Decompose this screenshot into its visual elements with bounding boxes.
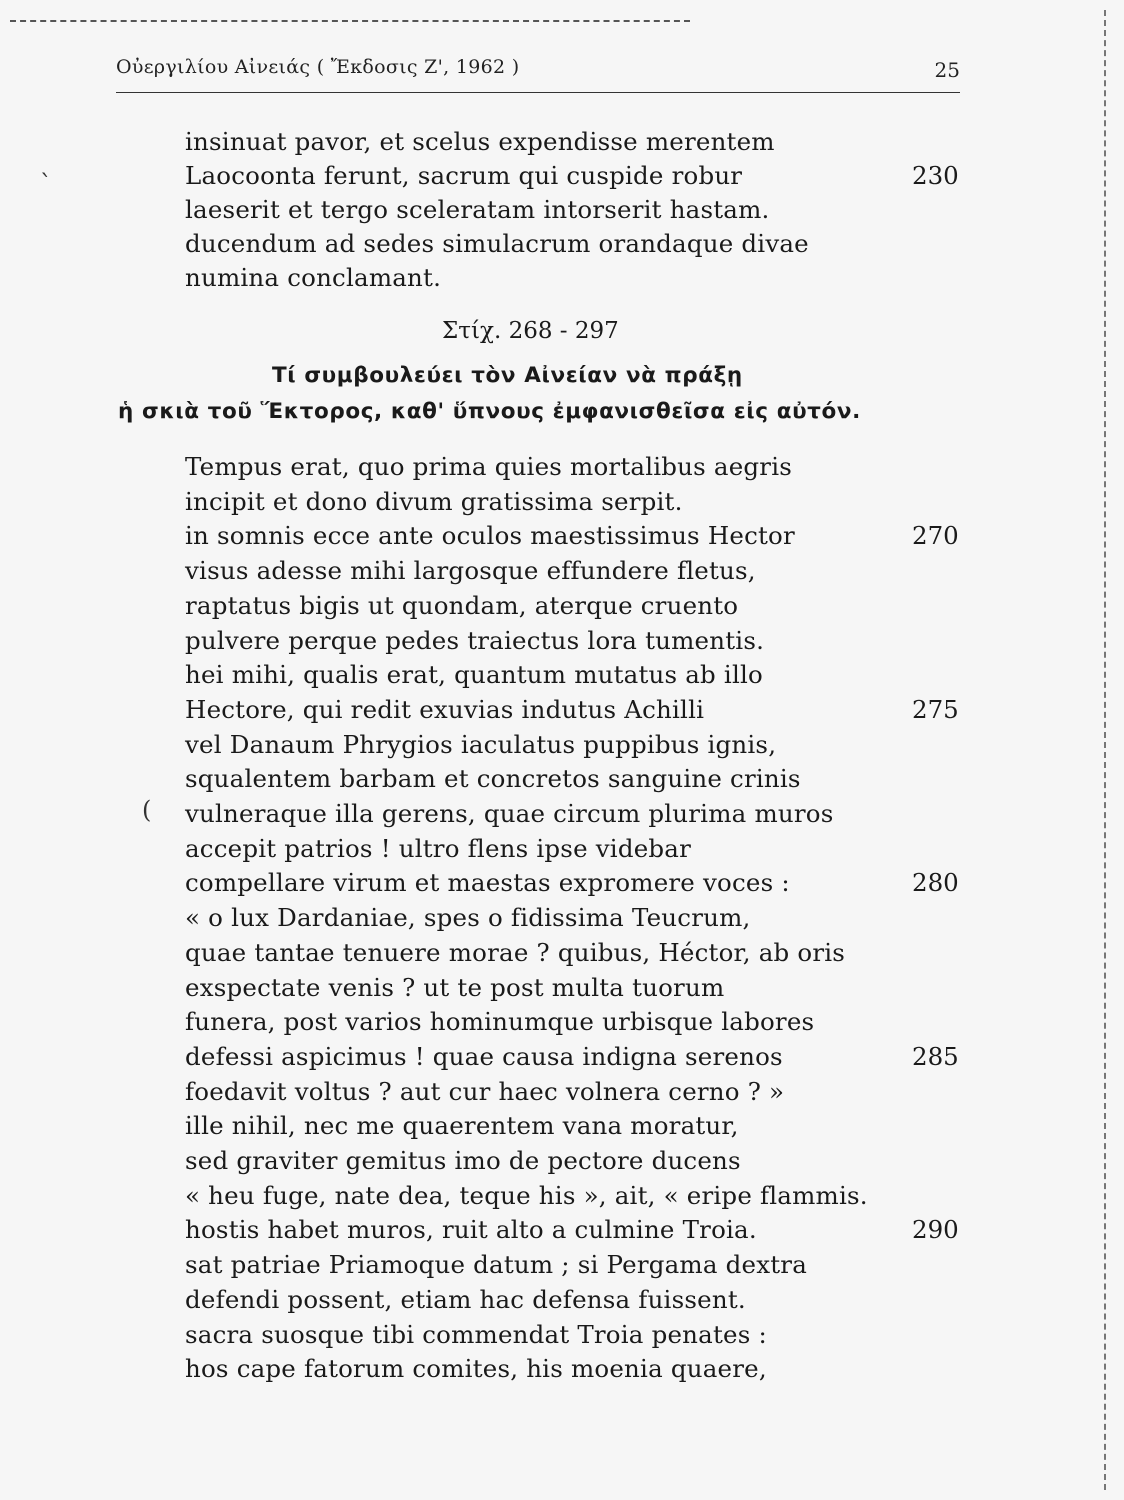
- verse-line: visus adesse mihi largosque effundere fletus,: [185, 556, 756, 586]
- verse-line: incipit et dono divum gratissima serpit.: [185, 486, 683, 516]
- verse-line: foedavit voltus ? aut cur haec volnera cerno ? »: [185, 1076, 785, 1106]
- margin-mark: (: [142, 796, 152, 824]
- verse-line: sat patriae Priamoque datum ; si Pergama dextra: [185, 1250, 808, 1280]
- section-heading-line-1: Τί συμβουλεύει τὸν Αἰνείαν νὰ πράξῃ: [272, 363, 743, 388]
- verse-line: insinuat pavor, et scelus expendisse merentem: [185, 127, 775, 156]
- section-heading-line-2: ἡ σκιὰ τοῦ Ἕκτορος, καθ' ὕπνους ἐμφανισθεῖσα εἰς αὐτόν.: [118, 399, 861, 424]
- verse-line: ducendum ad sedes simulacrum orandaque divae: [185, 229, 809, 258]
- page-number: 25: [934, 58, 960, 82]
- line-number: 270: [912, 521, 959, 551]
- verse-range: Στίχ. 268 - 297: [442, 318, 619, 344]
- verse-line: accepit patrios ! ultro flens ipse videbar: [185, 833, 692, 863]
- verse-line: ille nihil, nec me quaerentem vana moratur,: [185, 1111, 739, 1141]
- verse-line: Tempus erat, quo prima quies mortalibus aegris: [185, 452, 792, 481]
- verse-line: in somnis ecce ante oculos maestissimus Hector: [185, 521, 795, 551]
- right-edge-marks: [1104, 10, 1106, 1490]
- verse-line: defendi possent, etiam hac defensa fuissent.: [185, 1284, 746, 1314]
- verse-line: Laocoonta ferunt, sacrum qui cuspide robur: [185, 161, 743, 190]
- verse-line: pulvere perque pedes traiectus lora tumentis.: [185, 625, 765, 655]
- verse-line: vulneraque illa gerens, quae circum plurima muros: [185, 799, 834, 828]
- line-number: 285: [912, 1041, 959, 1071]
- verse-line: compellare virum et maestas expromere voces :: [185, 868, 790, 898]
- verse-line: exspectate venis ? ut te post multa tuorum: [185, 972, 725, 1002]
- line-number: 230: [912, 161, 959, 190]
- line-number: 275: [912, 694, 959, 724]
- verse-line: laeserit et tergo sceleratam intorserit hastam.: [185, 195, 770, 224]
- verse-line: quae tantae tenuere morae ? quibus, Héctor, ab oris: [185, 937, 846, 967]
- page-header: [116, 52, 960, 93]
- verse-line: hos cape fatorum comites, his moenia quaere,: [185, 1354, 767, 1384]
- margin-mark: `: [40, 170, 52, 198]
- verse-line: « o lux Dardaniae, spes o fidissima Teucrum,: [185, 903, 751, 933]
- line-number: 280: [912, 868, 959, 898]
- line-number: 290: [912, 1215, 959, 1245]
- verse-line: numina conclamant.: [185, 263, 442, 292]
- verse-line: sed graviter gemitus imo de pectore ducens: [185, 1146, 741, 1175]
- verse-line: funera, post varios hominumque urbisque labores: [185, 1007, 815, 1037]
- verse-line: raptatus bigis ut quondam, aterque cruento: [185, 590, 739, 620]
- verse-line: defessi aspicimus ! quae causa indigna serenos: [185, 1041, 783, 1071]
- running-title: Οὐεργιλίου Αἰνειάς ( Ἔκδοσις Ζ', 1962 ): [116, 56, 520, 78]
- verse-line: « heu fuge, nate dea, teque his », ait, « eripe flammis.: [185, 1180, 868, 1210]
- verse-line: vel Danaum Phrygios iaculatus puppibus ignis,: [185, 729, 777, 759]
- verse-line: hei mihi, qualis erat, quantum mutatus ab illo: [185, 660, 763, 690]
- verse-line: squalentem barbam et concretos sanguine crinis: [185, 764, 801, 794]
- top-edge-dashes: [10, 20, 690, 22]
- verse-line: Hectore, qui redit exuvias indutus Achilli: [185, 694, 705, 724]
- verse-line: hostis habet muros, ruit alto a culmine Troia.: [185, 1215, 757, 1245]
- verse-line: sacra suosque tibi commendat Troia penates :: [185, 1319, 767, 1349]
